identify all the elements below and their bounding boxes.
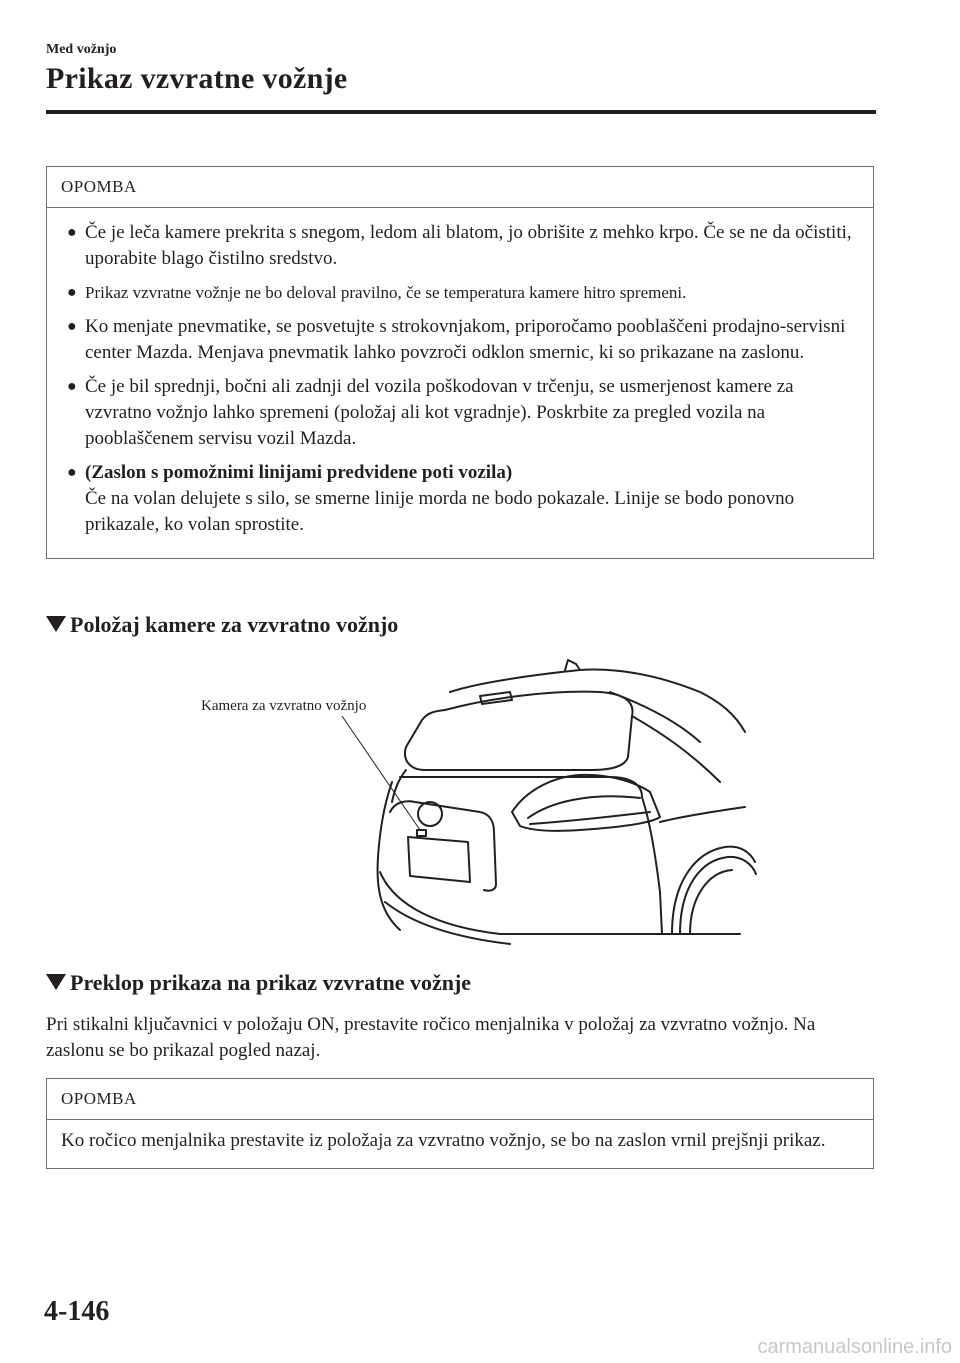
- section-label: Med vožnjo: [46, 42, 117, 57]
- note-item: [61, 374, 859, 452]
- note-item-heading: (Zaslon s pomožnimi linijami predvidene poti vozila): [85, 462, 513, 483]
- note-label: OPOMBA: [47, 1079, 873, 1120]
- figure-caption: Kamera za vzvratno vožnjo: [201, 698, 367, 714]
- page-title: Prikaz vzvratne vožnje: [46, 62, 348, 95]
- note-box-2: [46, 1078, 874, 1169]
- watermark[interactable]: carmanualsonline.info: [757, 1336, 952, 1358]
- heading-text: Položaj kamere za vzvratno vožnjo: [70, 612, 399, 637]
- triangle-down-icon: [46, 616, 66, 632]
- page-number: 4-146: [44, 1296, 110, 1327]
- section-paragraph: Pri stikalni ključavnici v položaju ON, prestavite ročico menjalnika v položaj za vzvratno vožnjo. Na zaslonu se bo prikazal pogled nazaj.: [46, 1014, 816, 1061]
- note-item: [61, 220, 859, 272]
- note-body: [47, 208, 873, 558]
- note-item: [61, 460, 859, 538]
- bullet-icon: ●: [67, 284, 77, 301]
- note-item-text: Ko menjate pnevmatike, se posvetujte s strokovnjakom, priporočamo pooblaščeni prodajno-servisni center Mazda. Menjava pnevmatik lahko povzroči odklon smernic, ki so prikazane na zaslonu.: [85, 316, 846, 363]
- note-item-text: Če je leča kamere prekrita s snegom, ledom ali blatom, jo obrišite z mehko krpo. Če se ne da očistiti, uporabite blago čistilno sredstvo.: [85, 222, 852, 269]
- note-item-text: Prikaz vzvratne vožnje ne bo deloval pravilno, če se temperatura kamere hitro spremeni.: [85, 283, 687, 302]
- bullet-icon: ●: [67, 464, 77, 481]
- note-item-text: Če je bil sprednji, bočni ali zadnji del vozila poškodovan v trčenju, se usmerjenost kamere za vzvratno vožnjo lahko spremeni (položaj ali kot vgradnje). Poskrbite za pregled vozila na pooblaščenem servisu vozil Mazda.: [85, 376, 794, 449]
- note-label: OPOMBA: [47, 167, 873, 208]
- bullet-icon: ●: [67, 224, 77, 241]
- note-item: [61, 314, 859, 366]
- note-item: [61, 280, 859, 306]
- title-rule: [46, 110, 876, 114]
- note-text: Ko ročico menjalnika prestavite iz položaja za vzvratno vožnjo, se bo na zaslon vrnil prejšnji prikaz.: [61, 1130, 826, 1151]
- bullet-icon: ●: [67, 318, 77, 335]
- note-body: [47, 1120, 873, 1168]
- section-heading-camera-position: [46, 612, 398, 638]
- heading-text: Preklop prikaza na prikaz vzvratne vožnje: [70, 970, 472, 995]
- bullet-icon: ●: [67, 378, 77, 395]
- note-box-1: [46, 166, 874, 559]
- section-heading-switch-display: [46, 970, 471, 996]
- rear-camera-illustration: [180, 652, 760, 952]
- note-item-text: Če na volan delujete s silo, se smerne linije morda ne bodo pokazale. Linije se bodo ponovno prikazale, ko volan sprostite.: [85, 488, 795, 535]
- triangle-down-icon: [46, 974, 66, 990]
